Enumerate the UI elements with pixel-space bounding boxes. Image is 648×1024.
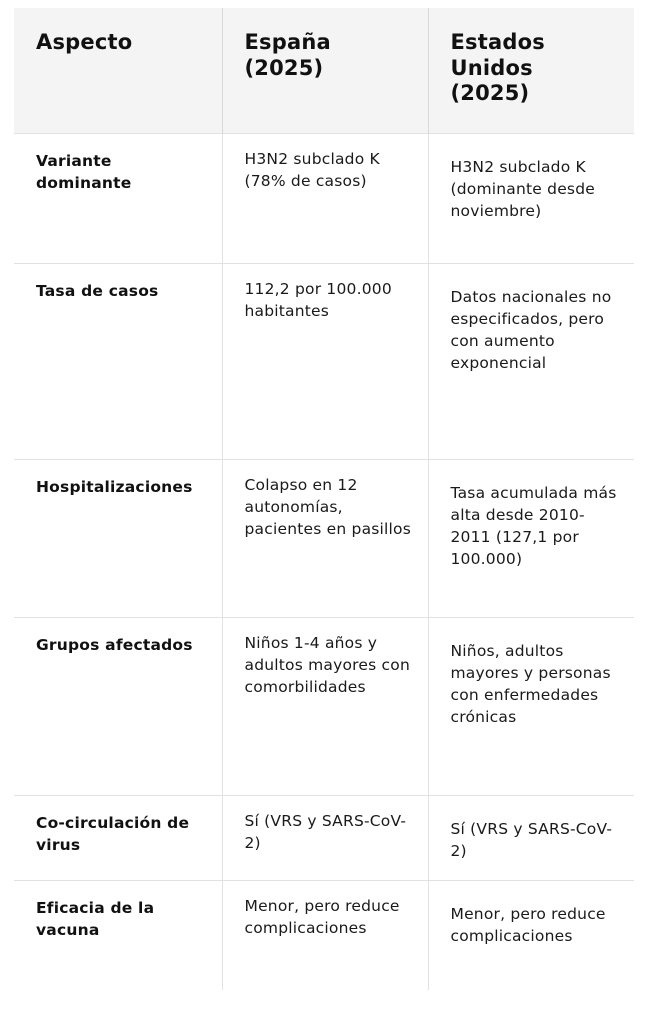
cell-espana: Menor, pero reduce complicaciones — [222, 880, 428, 990]
column-header-aspecto-text: Aspecto — [36, 30, 133, 54]
cell-estados-unidos: Menor, pero reduce complicaciones — [428, 880, 634, 990]
cell-estados-unidos: Tasa acumulada más alta desde 2010-2011 (127,1 por 100.000) — [428, 459, 634, 617]
comparison-table-container — [14, 8, 634, 990]
column-header-espana-line1: España — [244, 30, 331, 54]
cell-espana: Colapso en 12 autonomías, pacientes en pasillos — [222, 459, 428, 617]
table-row — [14, 459, 634, 617]
cell-espana: 112,2 por 100.000 habitantes — [222, 263, 428, 459]
cell-espana: H3N2 subclado K (78% de casos) — [222, 133, 428, 263]
column-header-aspecto — [14, 8, 222, 133]
cell-estados-unidos: H3N2 subclado K (dominante desde noviembre) — [428, 133, 634, 263]
table-row — [14, 880, 634, 990]
header-row — [14, 8, 634, 133]
column-header-estados-unidos-line2: Unidos — [450, 55, 533, 80]
column-header-espana-line2: (2025) — [244, 55, 324, 80]
table-row — [14, 795, 634, 880]
column-header-estados-unidos-line3: (2025) — [450, 81, 530, 106]
table-row — [14, 617, 634, 795]
table-header — [14, 8, 634, 133]
cell-aspecto: Tasa de casos — [14, 263, 222, 459]
cell-estados-unidos: Sí (VRS y SARS-CoV-2) — [428, 795, 634, 880]
comparison-table — [14, 8, 634, 990]
table-row — [14, 263, 634, 459]
cell-aspecto: Co-circulación de virus — [14, 795, 222, 880]
table-row — [14, 133, 634, 263]
cell-estados-unidos: Niños, adultos mayores y personas con enfermedades crónicas — [428, 617, 634, 795]
column-header-estados-unidos-line1: Estados — [450, 30, 545, 54]
cell-aspecto: Eficacia de la vacuna — [14, 880, 222, 990]
cell-aspecto: Grupos afectados — [14, 617, 222, 795]
cell-espana: Sí (VRS y SARS-CoV-2) — [222, 795, 428, 880]
cell-aspecto: Variante dominante — [14, 133, 222, 263]
cell-aspecto: Hospitalizaciones — [14, 459, 222, 617]
cell-espana: Niños 1-4 años y adultos mayores con comorbilidades — [222, 617, 428, 795]
column-header-espana — [222, 8, 428, 133]
column-header-estados-unidos — [428, 8, 634, 133]
table-body — [14, 133, 634, 990]
cell-estados-unidos: Datos nacionales no especificados, pero con aumento exponencial — [428, 263, 634, 459]
